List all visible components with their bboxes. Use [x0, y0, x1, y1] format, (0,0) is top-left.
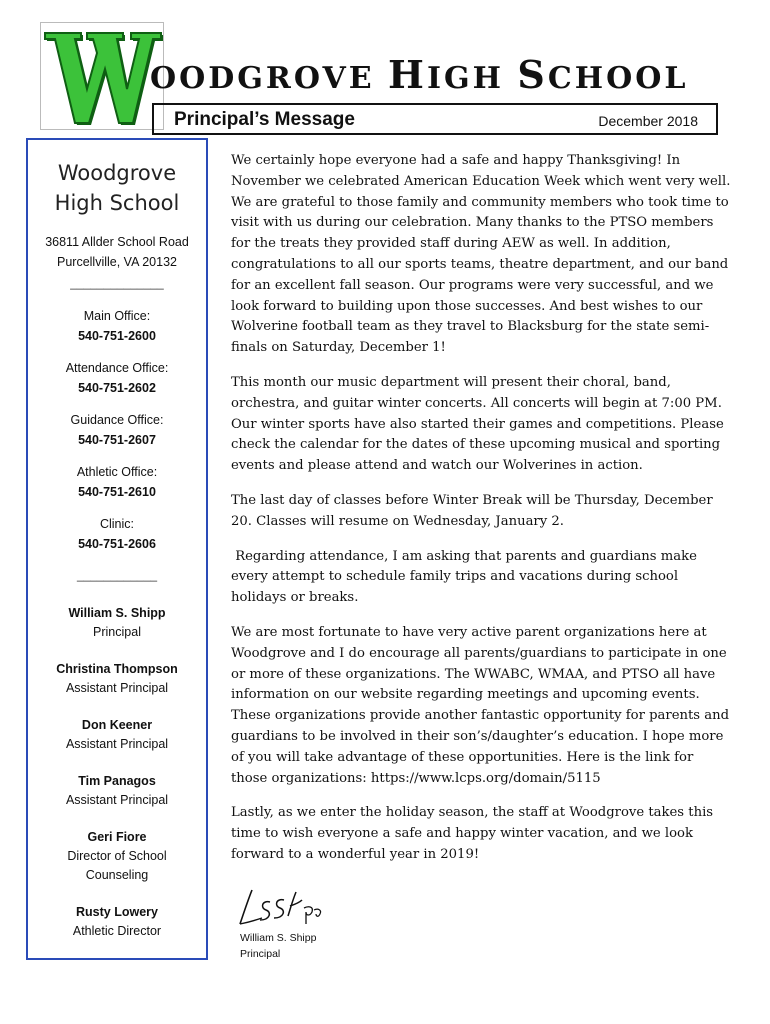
contact-label: Clinic: [99, 517, 135, 531]
staff-title: Assistant Principal [65, 681, 169, 695]
contact-number: 540-751-2607 [78, 433, 156, 447]
contact-label: Main Office: [83, 309, 151, 323]
issue-date: December 2018 [598, 113, 698, 129]
staff-title: Principal [93, 625, 141, 639]
staff-title: Assistant Principal [65, 793, 169, 807]
staff-name: Christina Thompson [56, 662, 178, 676]
staff-title: Director of School Counseling [67, 849, 167, 882]
title-part: OODGROVE [150, 61, 389, 96]
message-paragraph: Lastly, as we enter the holiday season, the staff at Woodgrove takes this time to wish everyone a safe and happy winter vacation, and we look forward to a wonderful year in 2019! [231, 805, 714, 862]
contact-number: 540-751-2610 [78, 485, 156, 499]
contact-number: 540-751-2602 [78, 381, 156, 395]
message-paragraph: This month our music department will present their choral, band, orchestra, and guitar winter concerts. All concerts will begin at 7:00 PM. Our winter sports have also started their games and competitions. Please check the calendar for the dates of these upcoming musical and sporting events and please attend and watch our Wolverines in action. [231, 374, 724, 474]
staff-entry [28, 828, 206, 885]
staff-entry [28, 772, 206, 810]
staff-entry [28, 660, 206, 698]
signature-block [240, 930, 316, 962]
contact-clinic [28, 514, 206, 554]
contact-athletic-office [28, 462, 206, 502]
staff-entry [28, 604, 206, 642]
school-name-line: Woodgrove [57, 161, 177, 185]
handwritten-signature-icon [236, 886, 326, 930]
title-part: IGH [426, 61, 518, 96]
contact-label: Attendance Office: [65, 361, 169, 375]
staff-name: Geri Fiore [87, 830, 147, 844]
contact-number: 540-751-2600 [78, 329, 156, 343]
message-title: Principal’s Message [174, 109, 355, 130]
divider: ______________ [70, 276, 164, 290]
staff-title: Assistant Principal [65, 737, 169, 751]
contact-label: Athletic Office: [76, 465, 158, 479]
staff-name: Tim Panagos [78, 774, 156, 788]
divider: ____________ [76, 568, 158, 582]
school-name-line: High School [54, 191, 180, 215]
contact-number: 540-751-2606 [78, 537, 156, 551]
w-logo-icon [41, 23, 163, 129]
school-title [150, 52, 750, 97]
staff-entry [28, 903, 206, 941]
message-bar [152, 103, 718, 135]
message-paragraph: We are most fortunate to have very active parent organizations here at Woodgrove and I do encourage all parents/guardians to participate in one or more of these organizations. The WWABC, WMAA, and PTSO all have information on our website regarding meetings and upcoming events. These organizations provide another fantastic opportunity for parents and guardians to be involved in their son’s/daughter’s education. I hope more of you will take advantage of these opportunities. Here is the link for those organizations: https://www.lcps.org/domain/5115 [231, 624, 730, 786]
title-part: H [388, 52, 427, 97]
address-line: Purcellville, VA 20132 [57, 255, 177, 269]
signature-title: Principal [240, 948, 281, 960]
contact-attendance-office [28, 358, 206, 398]
staff-name: William S. Shipp [68, 606, 166, 620]
title-part: CHOOL [547, 61, 689, 96]
title-part: S [517, 52, 548, 97]
address-line: 36811 Allder School Road [45, 235, 189, 249]
contact-guidance-office [28, 410, 206, 450]
staff-title: Athletic Director [72, 924, 162, 938]
signature-name: William S. Shipp [240, 932, 317, 944]
message-paragraph: Regarding attendance, I am asking that parents and guardians make every attempt to schedule family trips and vacations during school holidays or breaks. [231, 548, 702, 606]
message-paragraph: The last day of classes before Winter Break will be Thursday, December 20. Classes will resume on Wednesday, January 2. [231, 492, 713, 529]
school-address [28, 232, 206, 272]
message-paragraph: We certainly hope everyone had a safe and happy Thanksgiving! In November we celebrated American Education Week which went very well. We are grateful to those family and community members who took time to visit with us during our celebration. Many thanks to the PTSO members for the treats they provided staff during AEW as well. In addition, congratulations to all our sports teams, theatre department, and our band for an excellent fall season. Our programs were very successful, and we look forward to building upon those successes. And best wishes to our Wolverine football team as they travel to Blacksburg for the state semi-finals on Saturday, December 1! [231, 153, 731, 356]
sidebar [26, 138, 208, 960]
signature-image [236, 886, 326, 935]
contact-main-office [28, 306, 206, 346]
staff-name: Don Keener [81, 718, 153, 732]
contact-label: Guidance Office: [70, 413, 164, 427]
staff-name: Rusty Lowery [76, 905, 158, 919]
school-logo [40, 22, 164, 130]
principal-message-body [231, 151, 731, 880]
sidebar-school-name [28, 158, 206, 218]
staff-entry [28, 716, 206, 754]
